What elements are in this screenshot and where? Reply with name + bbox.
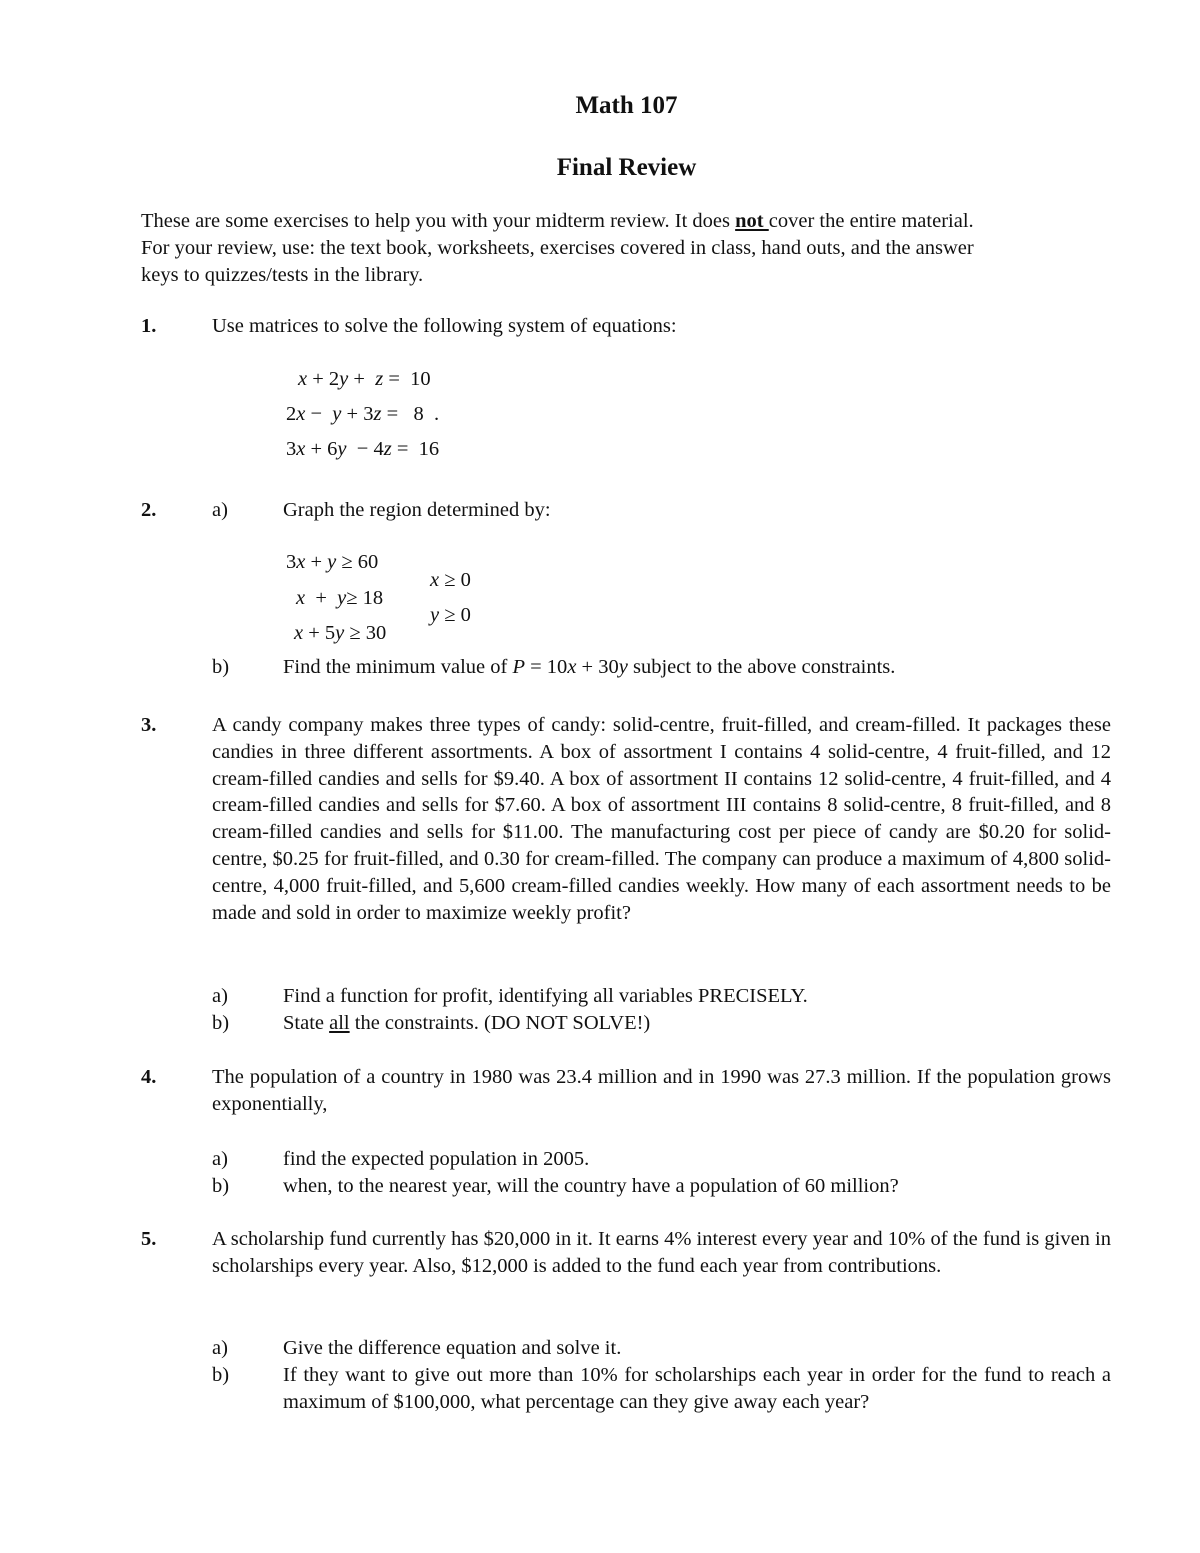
- q2-a-text: Graph the region determined by:: [283, 499, 551, 521]
- q4-text: The population of a country in 1980 was 23.4 million and in 1990 was 27.3 million. If the population grows exponentially,: [212, 1066, 1111, 1115]
- q5-a-label: a): [212, 1337, 228, 1359]
- intro-text-a: These are some exercises to help you with your midterm review. It does: [141, 210, 736, 232]
- intro-line-2: For your review, use: the text book, worksheets, exercises covered in class, hand outs, and the answer: [141, 237, 974, 259]
- q3-a-label: a): [212, 985, 228, 1007]
- q3-a-text: Find a function for profit, identifying all variables PRECISELY.: [283, 985, 808, 1007]
- q2-b-text: Find the minimum value of P = 10x + 30y subject to the above constraints.: [283, 656, 896, 678]
- q1-text: Use matrices to solve the following system of equations:: [212, 315, 677, 337]
- course-title: Math 107: [575, 92, 678, 119]
- q1-equation-3: 3x + 6y − 4z = 16: [286, 438, 440, 460]
- q4-number: 4.: [141, 1066, 157, 1088]
- q4-a-text: find the expected population in 2005.: [283, 1148, 590, 1170]
- q5-b-label: b): [212, 1364, 230, 1386]
- q5-b-text: If they want to give out more than 10% for scholarships each year in order for the fund to reach a maximum of $100,000, what percentage can they give away each year?: [283, 1364, 1111, 1413]
- q1-equation-1: x + 2y + z = 10: [298, 368, 431, 390]
- q3-b-label: b): [212, 1012, 230, 1034]
- q2-b-label: b): [212, 656, 230, 678]
- q1-number: 1.: [141, 315, 157, 337]
- q5-text: A scholarship fund currently has $20,000 in it. It earns 4% interest every year and 10% of the fund is given in scholarships every year. Also, $12,000 is added to the fund each year from contributions.: [212, 1228, 1111, 1277]
- page-title: Final Review: [556, 154, 697, 181]
- q3-all-underlined: all: [329, 1012, 350, 1034]
- q2-constraint-3: x + 5y ≥ 30: [294, 622, 387, 644]
- q2-constraint-x: x ≥ 0: [430, 569, 471, 591]
- q2-number: 2.: [141, 499, 157, 521]
- q2-constraint-1: 3x + y ≥ 60: [286, 551, 379, 573]
- intro-line-1: [141, 208, 974, 235]
- intro-not-emphasis: not: [735, 210, 769, 232]
- q3-number: 3.: [141, 714, 157, 736]
- q4-b-text: when, to the nearest year, will the country have a population of 60 million?: [283, 1175, 899, 1197]
- q4-b-label: b): [212, 1175, 230, 1197]
- intro-line-3: keys to quizzes/tests in the library.: [141, 264, 424, 286]
- q3-text: A candy company makes three types of candy: solid-centre, fruit-filled, and cream-filled. It packages these candies in three different assortments. A box of assortment I contains 4 solid-centre, 4 fruit-filled, and 12 cream-filled candies and sells for $9.40. A box of assortment II contains 12 solid-centre, 4 fruit-filled, and 4 cream-filled candies and sells for $7.60. A box of assortment III contains 8 solid-centre, 8 fruit-filled, and 8 cream-filled candies and sells for $11.00. The manufacturing cost per piece of candy are $0.20 for solid-centre, $0.25 for fruit-filled, and 0.30 for cream-filled. The company can produce a maximum of 4,800 solid-centre, 4,000 fruit-filled, and 5,600 cream-filled candies weekly. How many of each assortment needs to be made and sold in order to maximize weekly profit?: [212, 714, 1111, 924]
- q2-a-label: a): [212, 499, 228, 521]
- q4-a-label: a): [212, 1148, 228, 1170]
- q5-a-text: Give the difference equation and solve it.: [283, 1337, 622, 1359]
- q2-constraint-2: x + y≥ 18: [296, 587, 384, 609]
- q2-constraint-y: y ≥ 0: [430, 604, 471, 626]
- q5-number: 5.: [141, 1228, 157, 1250]
- q3-b-text: State all the constraints. (DO NOT SOLVE!): [283, 1012, 651, 1034]
- q1-equation-2: 2x − y + 3z = 8 .: [286, 403, 440, 425]
- intro-text-b: cover the entire material.: [768, 210, 974, 232]
